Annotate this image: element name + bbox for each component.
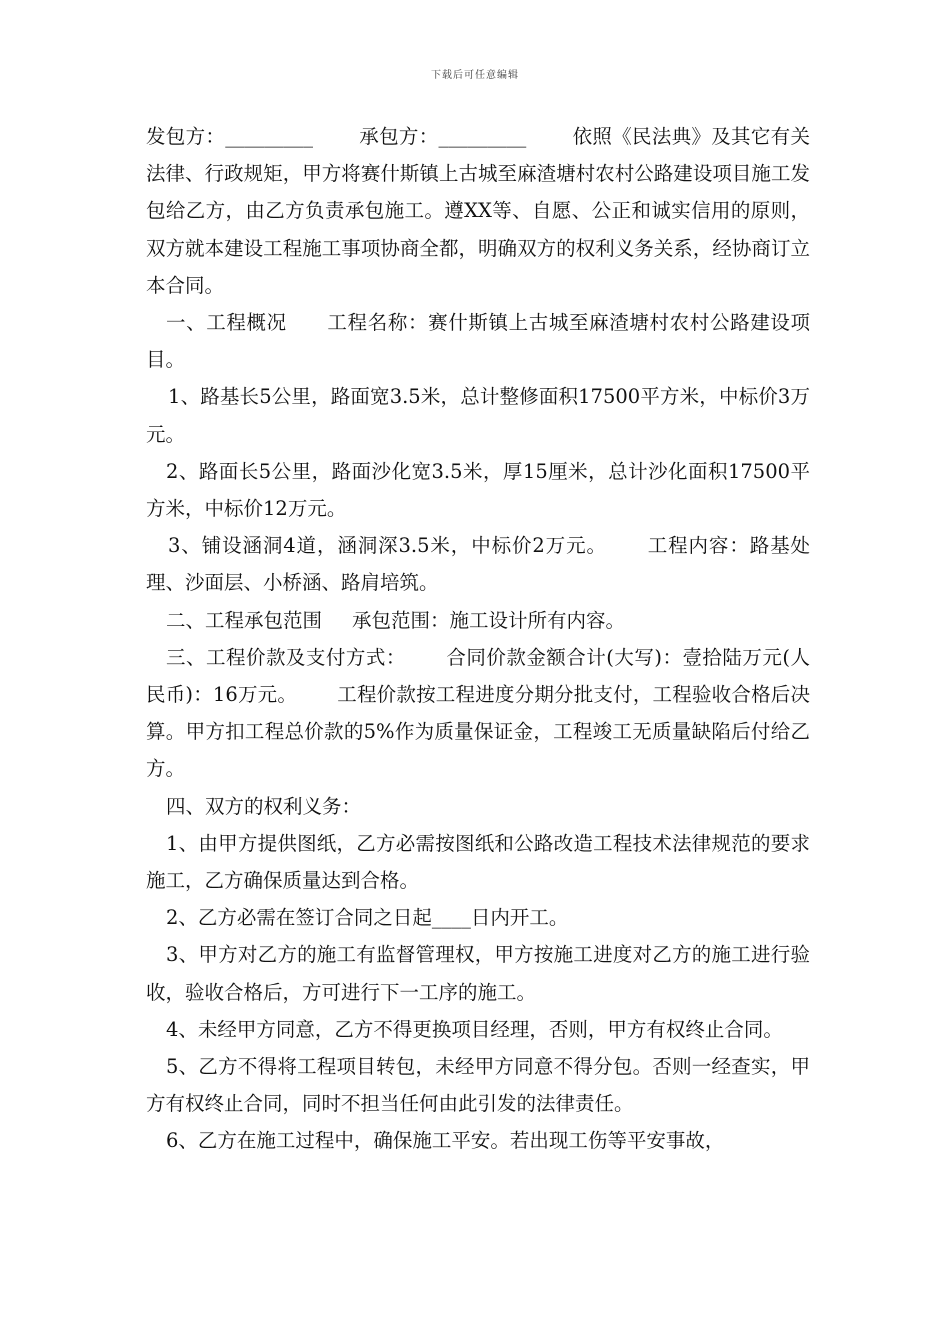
- section4-item3: 3、甲方对乙方的施工有监督管理权，甲方按施工进度对乙方的施工进行验收，验收合格后，方可进行下一工序的施工。: [146, 943, 810, 1004]
- party-a-blank: _________: [225, 125, 313, 148]
- section1-item3-paragraph: [146, 527, 810, 601]
- section4-item1: 1、由甲方提供图纸，乙方必需按图纸和公路改造工程技术法律规范的要求施工，乙方确保质量达到合格。: [146, 831, 810, 893]
- section4-item5: 5、乙方不得将工程项目转包，未经甲方同意不得分包。否则一经查实，甲方有权终止合同，同时不担当任何由此引发的法律责任。: [146, 1055, 810, 1116]
- section1-item2: 2、路面长5公里，路面沙化宽3.5米，厚15厘米，总计沙化面积17500平方米，中标价12万元。: [146, 459, 810, 521]
- section1-paragraph: [146, 304, 810, 378]
- section2-paragraph: [146, 602, 810, 639]
- section1-content-text: 工程内容：路基处理、沙面层、小桥涵、路肩培筑。: [146, 534, 810, 595]
- section4-item2-blank: ____: [431, 906, 471, 930]
- header-note: 下载后可任意编辑: [431, 70, 519, 81]
- section4-heading: 四、双方的权利义务：: [166, 794, 362, 818]
- contract-body: [146, 118, 810, 1160]
- section4-item2-paragraph: [146, 899, 810, 936]
- section3-heading: 三、工程价款及支付方式：: [166, 645, 406, 669]
- section1-heading: 一、工程概况: [166, 311, 287, 335]
- intro-paragraph: [146, 118, 810, 304]
- section3-amount-text: 合同价款金额合计(大写)：壹拾陆万元(人民币)：16万元。: [146, 645, 810, 707]
- section4-item6: 6、乙方在施工过程中，确保施工平安。若出现工伤等平安事故，: [166, 1129, 725, 1153]
- section3-payment-text: 工程价款按工程进度分期分批支付，工程验收合格后决算。甲方扣工程总价款的5%作为质量保证金，工程竣工无质量缺陷后付给乙方。: [146, 683, 810, 781]
- section1-item3: 3、铺设涵洞4道，涵洞深3.5米，中标价2万元。: [168, 534, 607, 558]
- section4-item2-after: 日内开工。: [470, 906, 569, 930]
- party-a-label: 发包方：: [146, 125, 226, 148]
- section3-paragraph: [146, 639, 810, 788]
- section4-item2-before: 2、乙方必需在签订合同之日起: [166, 906, 432, 930]
- intro-text: 依照《民法典》及其它有关法律、行政规矩，甲方将赛什斯镇上古城至麻渣塘村农村公路建设项目施工发包给乙方，由乙方负责承包施工。遵XX等、自愿、公正和诚实信用的原则，双方就本建设工程施工事项协商全都，明确双方的权利义务关系，经协商订立本合同。: [146, 125, 810, 297]
- section2-heading: 二、工程承包范围: [166, 608, 323, 632]
- section1-name-text: 工程名称：赛什斯镇上古城至麻渣塘村农村公路建设项目。: [146, 311, 810, 372]
- party-b-blank: _________: [438, 125, 527, 148]
- section2-text: 承包范围：施工设计所有内容。: [352, 608, 626, 632]
- party-b-label: 承包方：: [358, 125, 439, 148]
- section1-item1: 1、路基长5公里，路面宽3.5米，总计整修面积17500平方米，中标价3万元。: [146, 385, 810, 446]
- section4-item4: 4、未经甲方同意，乙方不得更换项目经理，否则，甲方有权终止合同。: [166, 1017, 783, 1041]
